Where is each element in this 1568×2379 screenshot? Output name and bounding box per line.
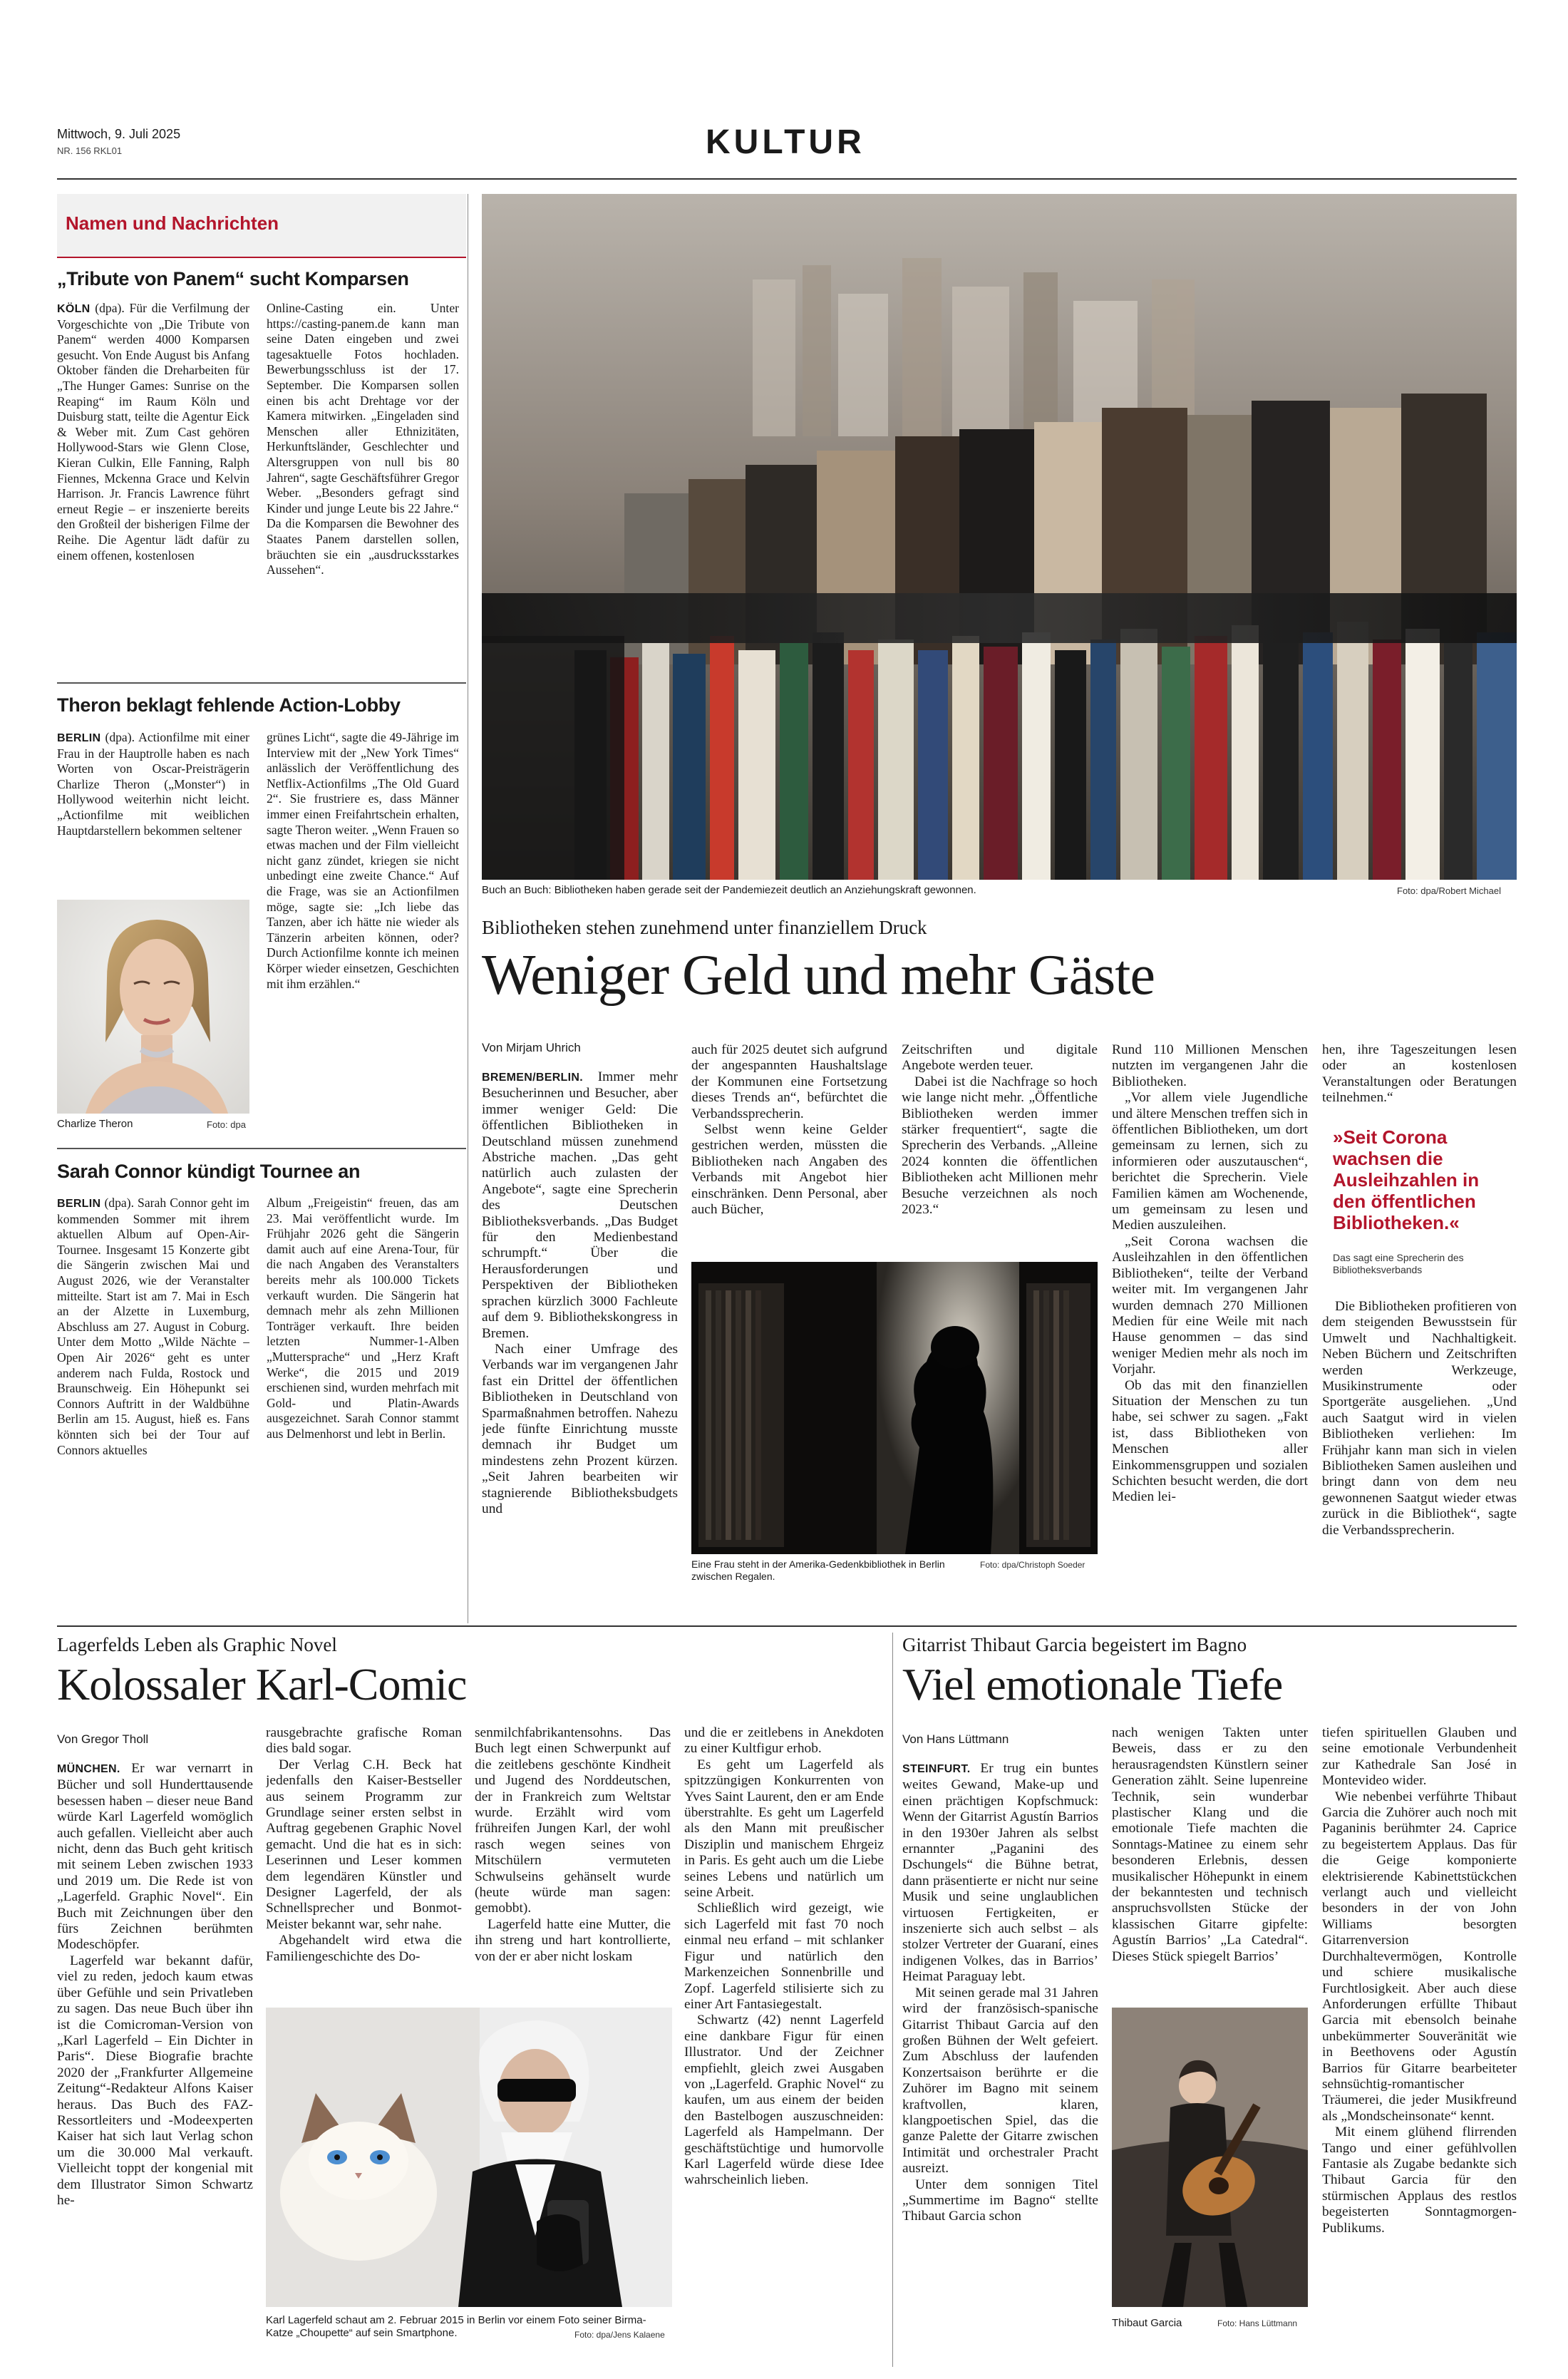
masthead-date: Mittwoch, 9. Juli 2025 <box>57 127 181 141</box>
news-headline-connor: Sarah Connor kündigt Tournee an <box>57 1161 361 1182</box>
karl-photo <box>266 2008 672 2307</box>
garcia-col-2 <box>1112 1725 1308 2003</box>
lead-photo2-caption: Eine Frau steht in der Amerika-Gedenkbibliothek in Berlin zwischen Regalen. <box>691 1558 945 1582</box>
paragraph: Lagerfeld hatte eine Mutter, die ihn streng und hart kontrollierte, von der er aber nicht loskam <box>475 1916 671 1964</box>
dateline: BERLIN <box>57 732 101 744</box>
garcia-headline: Viel emotionale Tiefe <box>902 1659 1283 1710</box>
lead-kicker: Bibliotheken stehen zunehmend unter finanziellem Druck <box>482 917 927 938</box>
karl-col-2 <box>266 1725 462 2003</box>
lead-col-5b <box>1322 1299 1517 1620</box>
dateline: BERLIN <box>57 1198 101 1210</box>
news-col-connor-2 <box>267 1196 459 1623</box>
karl-kicker: Lagerfelds Leben als Graphic Novel <box>57 1634 337 1655</box>
lead-text: hen, ihre Tageszeitungen lesen oder an kostenlosen Veranstaltungen oder Beratungen teilnehmen.“ <box>1322 1042 1517 1106</box>
dateline: BREMEN/BERLIN. <box>482 1072 583 1084</box>
lead-text: Rund 110 Millionen Menschen nutzten im vergangenen Jahr die Bibliotheken. <box>1112 1042 1308 1089</box>
news-text: (dpa). Sarah Connor geht im kommenden Sommer mit ihrem aktuellen Album auf Open-Air-Tournee. Insgesamt 15 Konzerte gibt die Sängerin zwischen Mai und August 2026, wie der Veranstalter mitteilte. Start ist am 7. Mai in Esch an der Alzette in Luxemburg, Abschluss am 27. August in Coburg. Unter dem Motto „Wilde Nächte – Open Air 2026“ geht es unter anderem nach Fulda, Rostock und Braunschweig. Ein Höhepunkt sei Connors Auftritt in der Waldbühne Berlin am 15. August, hieß es. Fans könnten sich bei der Tour auf Connors aktuelles <box>57 1196 249 1457</box>
masthead-issue: NR. 156 RKL01 <box>57 145 123 156</box>
garcia-text: Er trug ein buntes weites Gewand, Make-up und einen prächtigen Kopfschmuck: Wenn der Gitarrist Agustín Barrios in den 1930er Jahren als selbst ernannter „Paganini des Dschungels“ die Bühne betrat, dann präsentierte er nicht nur seine Musik und seine unglaublichen virtuosen Fertigkeiten, er inszenierte sich auch selbst – als stolzer Vertreter der Guaraní, eines indigenen Volkes, das in Barrios’ Heimat Paraguay lebt. <box>902 1761 1098 1985</box>
lead-col-2 <box>691 1042 887 1256</box>
lead-col-5 <box>1322 1042 1517 1114</box>
pull-quote <box>1333 1126 1507 1276</box>
lead-text: Die Bibliotheken profitieren von dem steigenden Bewusstsein für Umwelt und Nachhaltigkeit. Neben Büchern und Zeitschriften werden Werkzeuge, Musikinstrumente oder Sportgeräte ausgeliehen. „Und auch Saatgut wird in vielen Bibliotheken verliehen: Im Frühjahr kann man sich in vielen Bibliotheken Samen ausleihen und bringt dann von dem neu gewonnenen Saatgut wieder etwas zurück in die Bibliothek“, sagte die Verbandssprecherin. <box>1322 1299 1517 1538</box>
news-col-connor-1 <box>57 1196 249 1623</box>
divider <box>57 1148 466 1149</box>
paragraph: Mit seinen gerade mal 31 Jahren wird der französisch-spanische Gitarrist Thibaut Garcia auf den großen Bühnen der Welt gefeiert. Zum Abschluss der laufenden Konzertsaison berührte er die Zuhörer im Bagno mit seinem kraftvollen, klaren, klangpoetischen Spiel, das die ganze Palette der Gitarre zwischen Intimität und orchestraler Pracht ausreizt. <box>902 1985 1098 2177</box>
karl-photo-caption: Karl Lagerfeld schaut am 2. Februar 2015 in Berlin vor einem Foto seiner Birma-Katze „Choupette“ auf sein Smartphone. <box>266 2314 646 2339</box>
news-col-panem-2 <box>267 301 459 672</box>
karl-col-1 <box>57 1761 253 2367</box>
paragraph: Nach einer Umfrage des Verbands war im vergangenen Jahr fast ein Drittel der öffentlichen Bibliotheken in Deutschland von Sparmaßnahmen betroffen. Nahezu jede fünfte Einrichtung musste demnach ihr Budget um mindestens zehn Prozent kürzen. „Seit Jahren bearbeiten wir stagnierende Bibliotheksbudgets und <box>482 1341 678 1516</box>
paragraph: Ob das mit den finanziellen Situation der Menschen zu tun habe, sei schwer zu sagen. „Fakt ist, dass Bibliotheken von Menschen aller Einkommensgruppen und sozialen Schichten besucht werden, die dort Medien lei- <box>1112 1377 1308 1505</box>
lead-text: auch für 2025 deutet sich aufgrund der angespannten Haushaltslage der Kommunen eine Fortsetzung dieses Trends an“, befürchtet die Verbandssprecherin. <box>691 1042 887 1121</box>
news-text: grünes Licht“, sagte die 49-Jährige im Interview mit der „New York Times“ anlässlich der Veröffentlichung des Netflix-Actionfilms „The Old Guard 2“. Sie frustriere es, dass Männer immer einen Freifahrtschein erhalten, sagte Theron weiter. „Wenn Frauen so etwas machen und der Film vielleicht nicht ganz zündet, kriegen sie nicht unbedingt eine zweite Chance.“ Auf die Frage, was sie an Actionfilmen möge, sagte sie: „Ich liebe das Tanzen, aber ich hätte nie wieder als Tänzerin arbeiten können, oder? Durch Actionfilme konnte ich meinen Körper wieder einsetzen, Geschichten mit ihm erzählen.“ <box>267 730 459 991</box>
garcia-byline: Von Hans Lüttmann <box>902 1732 1009 1746</box>
karl-text: rausgebrachte grafische Roman dies bald sogar. <box>266 1725 462 1757</box>
lead-text: Zeitschriften und digitale Angebote werden teuer. <box>902 1042 1098 1074</box>
lead-headline: Weniger Geld und mehr Gäste <box>482 944 1155 1007</box>
lead-text: Immer mehr Besucherinnen und Besucher, aber immer weniger Geld: Die öffentlichen Bibliotheken in Deutschland müssen zunehmend Abstriche machen. „Das geht natürlich auch zulasten der Angebote“, sagte eine Sprecherin des Deutschen Bibliotheksverbands. „Das Budget für den Medienbestand schrumpft.“ Über die Herausforderungen und Perspektiven der Bibliotheken sprachen kürzlich 3000 Fachleute auf dem 9. Bibliothekskongress in Bremen. <box>482 1069 678 1341</box>
karl-text: und die er zeitlebens in Anekdoten zu einer Kultfigur erhob. <box>684 1725 884 1757</box>
masthead-rule <box>57 178 1517 180</box>
garcia-text: tiefen spirituellen Glauben und seine emotionale Verbundenheit zur Kathedrale San José in Montevideo wider. <box>1322 1725 1517 1789</box>
lead-byline: Von Mirjam Uhrich <box>482 1041 581 1054</box>
paragraph: „Vor allem viele Jugendliche und ältere Menschen treffen sich in öffentlichen Bibliotheken, um dort gemeinsam zu lernen, sich zu informieren oder auszutauschen“, berichtet die Sprecherin. Viele Familien kämen am Wochenende, um gemeinsam zu lesen und Medien auszuleihen. <box>1112 1090 1308 1233</box>
paragraph: Abgehandelt wird etwa die Familiengeschichte des Do- <box>266 1933 462 1964</box>
paragraph: Mit einem glühend flirrenden Tango und einer gefühlvollen Fantasie als Zugabe bedankte sich Thibaut Garcia für den stürmischen Applaus des restlos begeisterten Sonntagmorgen-Publikums. <box>1322 2124 1517 2236</box>
garcia-photo-caption: Thibaut Garcia <box>1112 2317 1182 2329</box>
karl-text: Er war vernarrt in Bücher und soll Hunderttausende besessen haben – dieser neue Band würde Karl Lagerfeld womöglich auch gefallen. Vielleicht aber auch nicht, denn das Buch geht kritisch mit seinem Leben zwischen 1933 und 2019 um. Die Rede ist von „Lagerfeld. Graphic Novel“. Ein Buch mit Zeichnungen über den fürs Zeichnen berühmten Modeschöpfer. <box>57 1761 253 1953</box>
news-text: (dpa). Actionfilme mit einer Frau in der Hauptrolle haben es nach Worten von Oscar-Preisträgerin Charlize Theron („Monster“) in Hollywood weiterhin nicht leicht. „Actionfilme mit weiblichen Hauptdarstellern bekommen seltener <box>57 730 249 838</box>
dateline: KÖLN <box>57 303 91 315</box>
paragraph: Schwartz (42) nennt Lagerfeld eine dankbare Figur für einen Illustrator. Und der Zeichner empfiehlt, gleich zwei Ausgaben von „Lagerfeld. Graphic Novel“ zu kaufen, um aus einem der beiden den Bastelbogen auszuschneiden: Lagerfeld als Hampelmann. Der geschäftstüchtige und humorvolle Karl Lagerfeld würde diese Idee wahrscheinlich lieben. <box>684 2013 884 2188</box>
news-col-panem-1 <box>57 301 249 672</box>
lead-col-1 <box>482 1069 678 1618</box>
section-rule <box>57 1625 1517 1627</box>
pull-quote-text: »Seit Corona wachsen die Ausleihzahlen in den öffentlichen Bibliotheken.« <box>1333 1126 1480 1233</box>
divider <box>57 682 466 684</box>
karl-headline: Kolossaler Karl-Comic <box>57 1659 467 1710</box>
paragraph: Selbst wenn keine Gelder gestrichen werden, müssten die Bibliotheken nach Angaben des Verbands mit Angebot hier einschränken. Denn Personal, aber auch Bücher, <box>691 1122 887 1218</box>
lead-photo-credit: Foto: dpa/Robert Michael <box>1397 885 1501 896</box>
sidebar-label: Namen und Nachrichten <box>66 212 279 234</box>
karl-photo-credit: Foto: dpa/Jens Kalaene <box>574 2330 665 2340</box>
theron-credit: Foto: dpa <box>207 1119 246 1130</box>
karl-col-4 <box>684 1725 884 2367</box>
lead-col-4 <box>1112 1042 1308 1618</box>
lead-photo-bookshelf <box>482 194 1517 880</box>
paragraph: „Seit Corona wachsen die Ausleihzahlen in den öffentlichen Bibliotheken“, teilte der Verband weiter mit. Im vergangenen Jahr wurden demnach 270 Millionen Medien für eine Weile mit nach Hause genommen – das sind weniger Medien mehr als noch im Vorjahr. <box>1112 1233 1308 1377</box>
paragraph: Lagerfeld war bekannt dafür, viel zu reden, jedoch kaum etwas über Gefühle und sein Privatleben zu sagen. Das neue Buch über ihn ist die Comicroman-Version von „Karl Lagerfeld – Ein Dichter in Paris“. Diese Biografie brachte 2020 der „Frankfurter Allgemeine Zeitung“-Redakteur Alfons Kaiser heraus. Das Buch des FAZ-Ressortleiters und -Modeexperten Kaiser hat sich laut Verlag schon um die 30.000 Mal verkauft. Vielleicht toppt der kongenial mit dem Illustrator Simon Schwartz he- <box>57 1953 253 2208</box>
paragraph: Der Verlag C.H. Beck hat jedenfalls den Kaiser-Bestseller aus seinem Programm zur Grundlage seiner ersten selbst in Auftrag gegebenen Graphic Novel gemacht. Und die hat es in sich: Leserinnen und Leser kommen dem legendären Künstler und Designer Lagerfeld, der als Schnellsprecher und Bonmot-Meister bekannt war, sehr nahe. <box>266 1757 462 1932</box>
news-text: Album „Freigeistin“ freuen, das am 23. Mai veröffentlicht wurde. Im Frühjahr 2026 geht die Sängerin damit auch auf eine Arena-Tour, für die nach Angaben des Veranstalters bereits mehr als 100.000 Tickets verkauft wurden. Die Sängerin hat demnach mehr als zehn Millionen Tonträger verkauft. Ihre beiden letzten Nummer-1-Alben „Muttersprache“ und „Herz Kraft Werke“, die 2015 und 2019 erschienen sind, wurden mehrfach mit Gold- und Platin-Awards ausgezeichnet. Sarah Connor stammt aus Delmenhorst und lebt in Berlin. <box>267 1196 459 1441</box>
garcia-photo <box>1112 2008 1308 2307</box>
section-title: KULTUR <box>706 123 865 161</box>
sidebar <box>57 194 466 1623</box>
news-col-theron-2 <box>267 730 459 1129</box>
paragraph: Dabei ist die Nachfrage so hoch wie lange nicht mehr. „Öffentliche Bibliotheken werden immer stärker frequentiert“, sagte die Sprecherin des Verbands. „Alleine 2024 konnten die öffentlichen Bibliotheken acht Millionen mehr Besuche verzeichnen als noch 2023.“ <box>902 1074 1098 1218</box>
garcia-text: nach wenigen Takten unter Beweis, dass er zu den herausragendsten Künstlern seiner Generation zählt. Seine lupenreine Technik, sein wunderbar plastischer Klang und die emotionale Tiefe machten die Sonntags-Matinee zu einem sehr besonderen Erlebnis, dessen musikalischer Höhepunkt in einem der bekanntesten und technisch anspruchsvollsten Stücke der klassischen Gitarre gipfelte: Agustín Barrios’ „La Catedral“. Dieses Stück spiegelt Barrios’ <box>1112 1725 1308 1964</box>
sidebar-label-box <box>57 194 466 258</box>
lead-photo-woman-library <box>691 1262 1098 1554</box>
dateline: STEINFURT. <box>902 1763 971 1775</box>
garcia-kicker: Gitarrist Thibaut Garcia begeistert im Bagno <box>902 1634 1247 1655</box>
dateline: MÜNCHEN. <box>57 1763 120 1775</box>
karl-col-3 <box>475 1725 671 2003</box>
paragraph: Wie nebenbei verführte Thibaut Garcia die Zuhörer auch noch mit Paganinis berühmter 24. Caprice zu begeistertem Applaus. Das für die Geige komponierte elektrisierende Kabinettstückchen verlangt auch und vielleicht besonders in der von John Williams besorgten Gitarrenversion Durchhaltevermögen, Kontrolle und schiere musikalische Furchtlosigkeit. Aber auch diese Anforderungen erfüllte Thibaut Garcia mit ebensolch beinahe unbekümmerter Souveränität wie in Beethovens oder Agustín Barrios für Gitarre bearbeiteter sehnsüchtig-romantischer Träumerei, die jeder Musikfreund als „Mondscheinsonate“ kennt. <box>1322 1789 1517 2124</box>
garcia-col-3 <box>1322 1725 1517 2367</box>
karl-byline: Von Gregor Tholl <box>57 1732 149 1746</box>
theron-caption: Charlize Theron <box>57 1118 133 1130</box>
news-text: Online-Casting ein. Unter https://casting-panem.de kann man seine Daten eingeben und zwei tagesaktuelle Fotos hochladen. Bewerbungsschluss ist der 17. September. Die Komparsen sollen einen bis acht Drehtage vor der Kamera mitwirken. „Eingeladen sind Menschen aller Ethnizitäten, Herkunftsländer, Geschlechter und Altersgruppen von null bis 80 Jahren“, sagte Geschäftsführer Gregor Weber. „Besonders gefragt sind Kinder und junge Leute bis 22 Jahre.“ Da die Komparsen die Bewohner des Staates Panem darstellen sollen, bräuchten sie ein „ausdrucksstarkes Aussehen“. <box>267 301 459 577</box>
lead-photo-caption: Buch an Buch: Bibliotheken haben gerade seit der Pandemiezeit deutlich an Anziehungskraft gewonnen. <box>482 884 976 896</box>
pull-quote-source: Das sagt eine Sprecherin des Bibliotheksverbands <box>1333 1252 1464 1275</box>
news-text: (dpa). Für die Verfilmung der Vorgeschichte von „Die Tribute von Panem“ werden 4000 Komparsen gesucht. Von Ende August bis Anfang Oktober fänden die Dreharbeiten für „The Hunger Games: Sunrise on the Reaping“ im Raum Köln und Duisburg statt, teilte die Agentur Eick & Weber mit. Zum Cast gehören Hollywood-Stars wie Glenn Close, Kieran Culkin, Elle Fanning, Ralph Fiennes, Mckenna Grace und Kelvin Harrison. Jr. Francis Lawrence führt erneut Regie – er inszenierte bereits den Großteil der bisherigen Filme der Reihe. Die Agentur lädt dafür zu einem offenen, kostenlosen <box>57 301 249 562</box>
garcia-col-1 <box>902 1761 1098 2367</box>
theron-photo <box>57 900 249 1114</box>
paragraph: Es geht um Lagerfeld als spitzzüngigen Konkurrenten von Yves Saint Laurent, den er am Ende überstrahlte. Es geht um Lagerfeld als den Mann mit preußischer Disziplin und manischem Ehrgeiz in Paris. Es geht auch um die Liebe seines Lebens und natürlich um seine Arbeit. <box>684 1757 884 1901</box>
bottom-divider <box>892 1633 893 2367</box>
lead-col-3 <box>902 1042 1098 1256</box>
news-headline-panem: „Tribute von Panem“ sucht Komparsen <box>57 268 409 289</box>
news-col-theron-1 <box>57 730 249 887</box>
paragraph: Unter dem sonnigen Titel „Summertime im Bagno“ stellte Thibaut Garcia schon <box>902 2177 1098 2224</box>
paragraph: Schließlich wird gezeigt, wie sich Lagerfeld mit fast 70 noch einmal neu erfand – mit schlanker Figur und natürlich den Markenzeichen Sonnenbrille und Zopf. Lagerfeld stilisierte sich zu einer Art Fantasiegestalt. <box>684 1901 884 2012</box>
garcia-photo-credit: Foto: Hans Lüttmann <box>1217 2318 1298 2328</box>
karl-text: senmilchfabrikantensohns. Das Buch legt einen Schwerpunkt auf die zeitlebens geschönte Kindheit und Jugend des Norddeutschen, der in Frankreich zum Weltstar wurde. Erzählt wird vom frühreifen Jungen Karl, der wohl rasch wegen seines von Mitschülern vermuteten Schwulseins gehänselt wurde (heute würde man sagen: gemobbt). <box>475 1725 671 1916</box>
news-headline-theron: Theron beklagt fehlende Action-Lobby <box>57 694 401 716</box>
lead-photo2-credit: Foto: dpa/Christoph Soeder <box>980 1560 1085 1570</box>
